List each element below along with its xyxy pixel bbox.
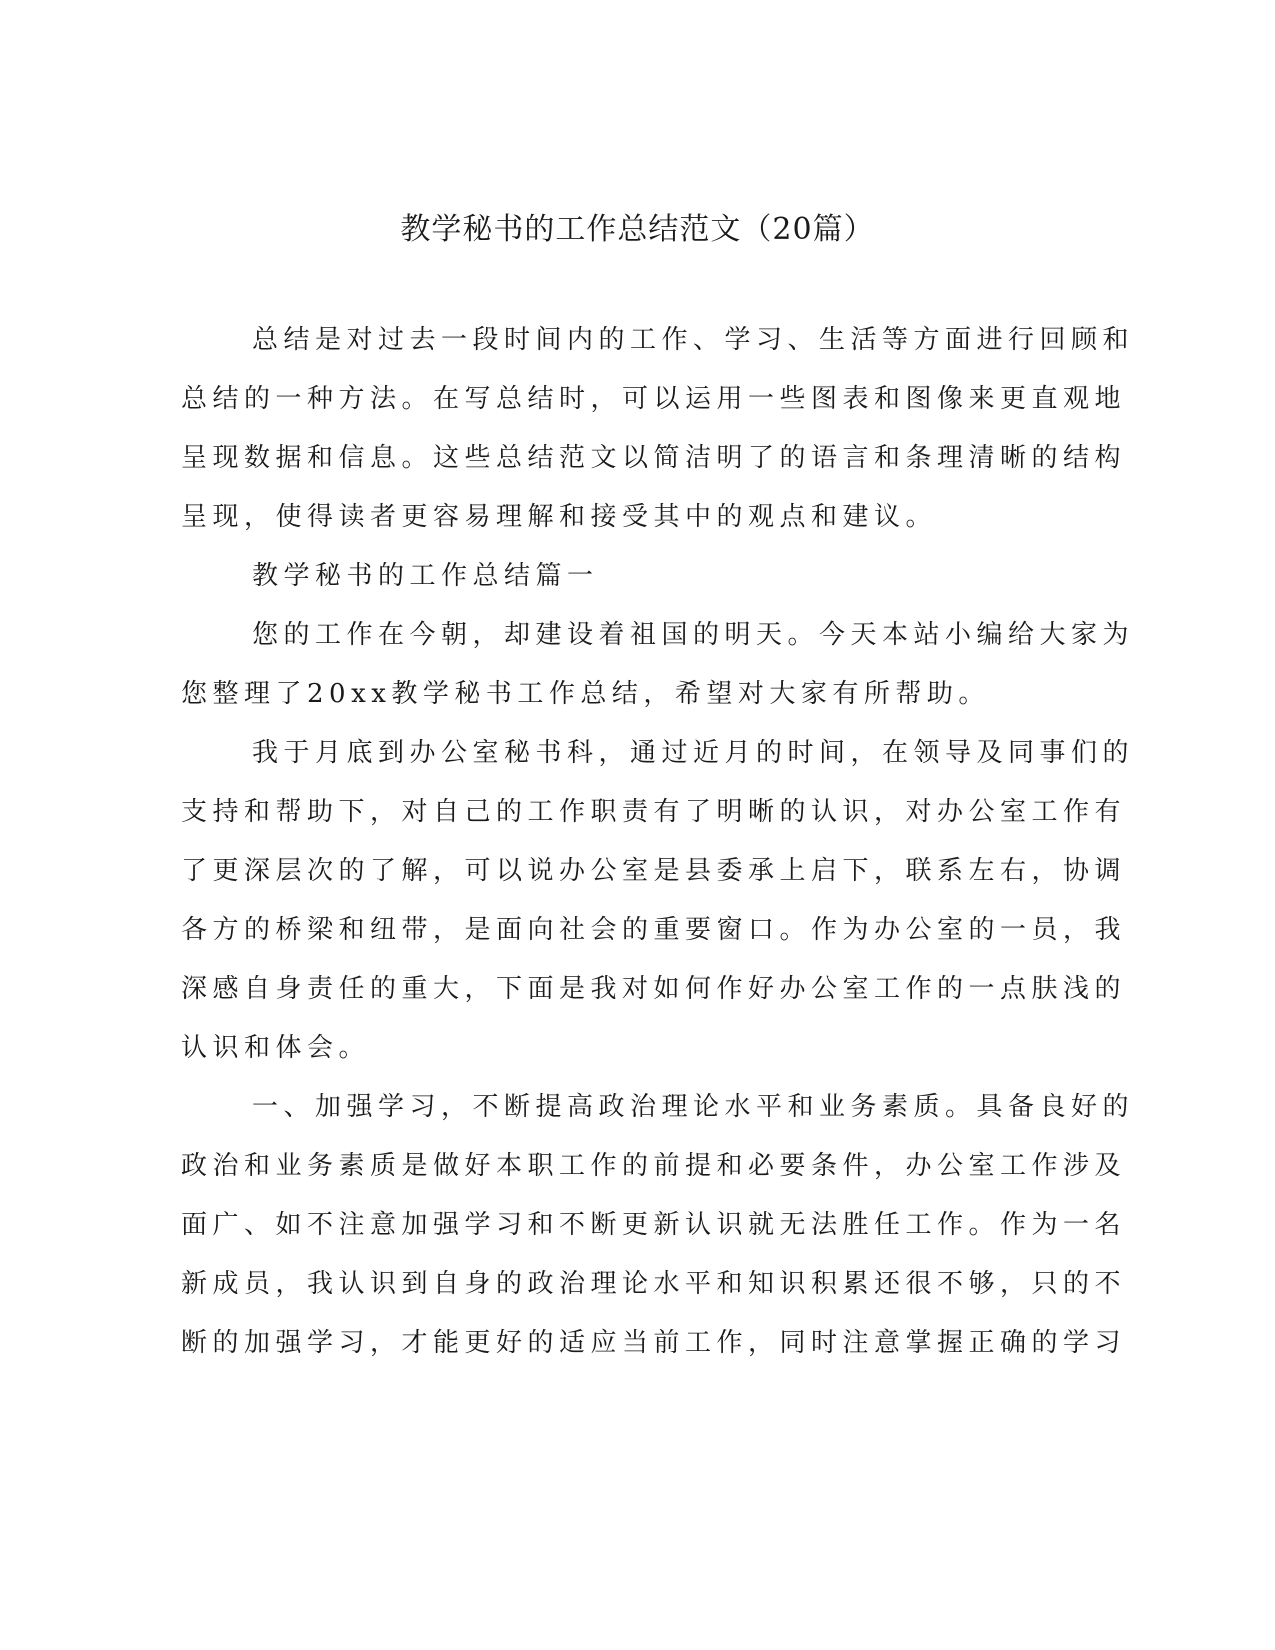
paragraph-line: 支持和帮助下，对自己的工作职责有了明晰的认识，对办公室工作有 bbox=[181, 797, 1127, 827]
paragraph-line: 您的工作在今朝，却建设着祖国的明天。今天本站小编给大家为 bbox=[252, 620, 1135, 650]
paragraph-line: 政治和业务素质是做好本职工作的前提和必要条件，办公室工作涉及 bbox=[181, 1151, 1127, 1181]
paragraph-line: 新成员，我认识到自身的政治理论水平和知识积累还很不够，只的不 bbox=[181, 1269, 1127, 1299]
paragraph-line: 总结的一种方法。在写总结时，可以运用一些图表和图像来更直观地 bbox=[181, 384, 1127, 414]
paragraph-line: 呈现数据和信息。这些总结范文以简洁明了的语言和条理清晰的结构 bbox=[181, 443, 1127, 473]
paragraph-line: 各方的桥梁和纽带，是面向社会的重要窗口。作为办公室的一员，我 bbox=[181, 915, 1127, 945]
paragraph-line: 认识和体会。 bbox=[181, 1033, 371, 1063]
paragraph-line: 我于月底到办公室秘书科，通过近月的时间，在领导及同事们的 bbox=[252, 738, 1135, 768]
paragraph-line: 您整理了20xx教学秘书工作总结，希望对大家有所帮助。 bbox=[181, 679, 990, 709]
paragraph-line: 面广、如不注意加强学习和不断更新认识就无法胜任工作。作为一名 bbox=[181, 1210, 1127, 1240]
paragraph-line: 断的加强学习，才能更好的适应当前工作，同时注意掌握正确的学习 bbox=[181, 1328, 1127, 1358]
paragraph-line: 深感自身责任的重大，下面是我对如何作好办公室工作的一点肤浅的 bbox=[181, 974, 1127, 1004]
paragraph-line: 了更深层次的了解，可以说办公室是县委承上启下，联系左右，协调 bbox=[181, 856, 1127, 886]
section-heading: 教学秘书的工作总结篇一 bbox=[252, 561, 599, 591]
paragraph-line: 一、加强学习，不断提高政治理论水平和业务素质。具备良好的 bbox=[252, 1092, 1135, 1122]
paragraph-line: 总结是对过去一段时间内的工作、学习、生活等方面进行回顾和 bbox=[252, 325, 1135, 355]
document-title: 教学秘书的工作总结范文（20篇） bbox=[400, 212, 875, 247]
paragraph-line: 呈现，使得读者更容易理解和接受其中的观点和建议。 bbox=[181, 502, 938, 532]
